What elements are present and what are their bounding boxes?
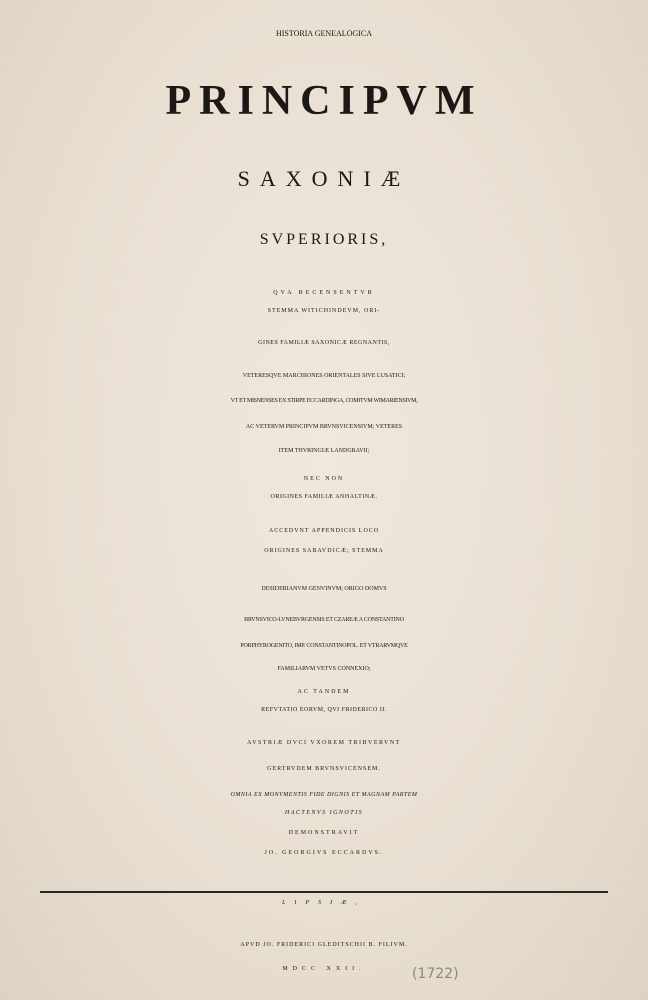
text-line-desiderianvm: DESIDERIANVM GENVINVM; ORIGO DOMVS <box>261 586 387 592</box>
imprint-place: LIPSIÆ, <box>282 900 366 906</box>
text-line-demonstravit: DEMONSTRAVIT <box>288 830 360 836</box>
text-line-gines-familiae: GINES FAMILIÆ SAXONICÆ REGNANTIS, <box>258 340 390 346</box>
text-line-accedvnt: ACCEDVNT APPENDICIS LOCO <box>268 528 380 534</box>
title-line-svperioris: SVPERIORIS, <box>259 231 389 248</box>
title-line-historia-genealogica: HISTORIA GENEALOGICA <box>275 29 373 38</box>
author-name: JO. GEORGIVS ECCARDVS. <box>264 850 384 856</box>
text-line-familiarvm: FAMILIARVM VETVS CONNEXIO; <box>277 666 371 672</box>
text-line-omnia: OMNIA EX MONVMENTIS FIDE DIGNIS ET MAGNAM PARTEM <box>230 792 418 798</box>
text-line-hactenvs: HACTENVS IGNOTIS <box>284 810 364 816</box>
text-line-veteresqve: VETERESQVE MARCHIONES ORIENTALES SIVE LUSATICI; <box>242 373 406 379</box>
text-line-item-thvringiae: ITEM THVRINGIÆ LANDGRAVII; <box>278 448 370 454</box>
imprint-year: MDCC XXII. <box>282 966 366 972</box>
text-line-nec-non: NEC NON <box>303 476 345 482</box>
text-line-stemma-witichindevm: STEMMA WITICHINDEVM, ORI- <box>267 308 381 314</box>
text-line-origines-anhaltinae: ORIGINES FAMILIÆ ANHALTINÆ. <box>270 494 378 500</box>
text-line-brvnsvico: BRVNSVICO-LVNEBVRGENSIS ET CZAREÆ A CONSTANTINO <box>244 617 404 623</box>
pencil-annotation: (1722) <box>412 966 459 982</box>
imprint-publisher: APVD JO. FRIDERICI GLEDITSCHII B. FILIVM. <box>240 942 408 948</box>
text-line-origines-sabavdicae: ORIGINES SABAVDICÆ; STEMMA <box>264 548 384 554</box>
text-line-avstriae: AVSTRIÆ DVCI VXOREM TRIBVERVNT <box>247 740 401 746</box>
horizontal-rule <box>40 891 608 893</box>
text-line-gertrvdem: GERTRVDEM BRVNSVICENSEM. <box>267 766 381 772</box>
text-line-ac-tandem: AC TANDEM <box>297 689 351 695</box>
text-line-refvtatio: REFVTATIO EORVM, QVI FRIDERICO II. <box>261 707 387 713</box>
title-line-saxoniae: SAXONIÆ <box>237 166 411 191</box>
text-line-porphyrogenito: PORPHYROGENITO, IMP. CONSTANTINOPOL. ET VTRARVMQVE <box>240 643 408 649</box>
text-line-vt-et-misnenses: VT ET MISNENSES EX STIRPE ECCARDINGA, COMITVM WIMARIENSIVM, <box>230 398 418 404</box>
text-line-ac-vetervm: AC VETERVM PRINCIPVM BRVNSVICENSIVM; VETERES <box>245 424 403 430</box>
subtitle-qva-recensentvr: QVA RECENSENTVR <box>273 290 375 296</box>
title-line-principvm: PRINCIPVM <box>165 78 483 124</box>
